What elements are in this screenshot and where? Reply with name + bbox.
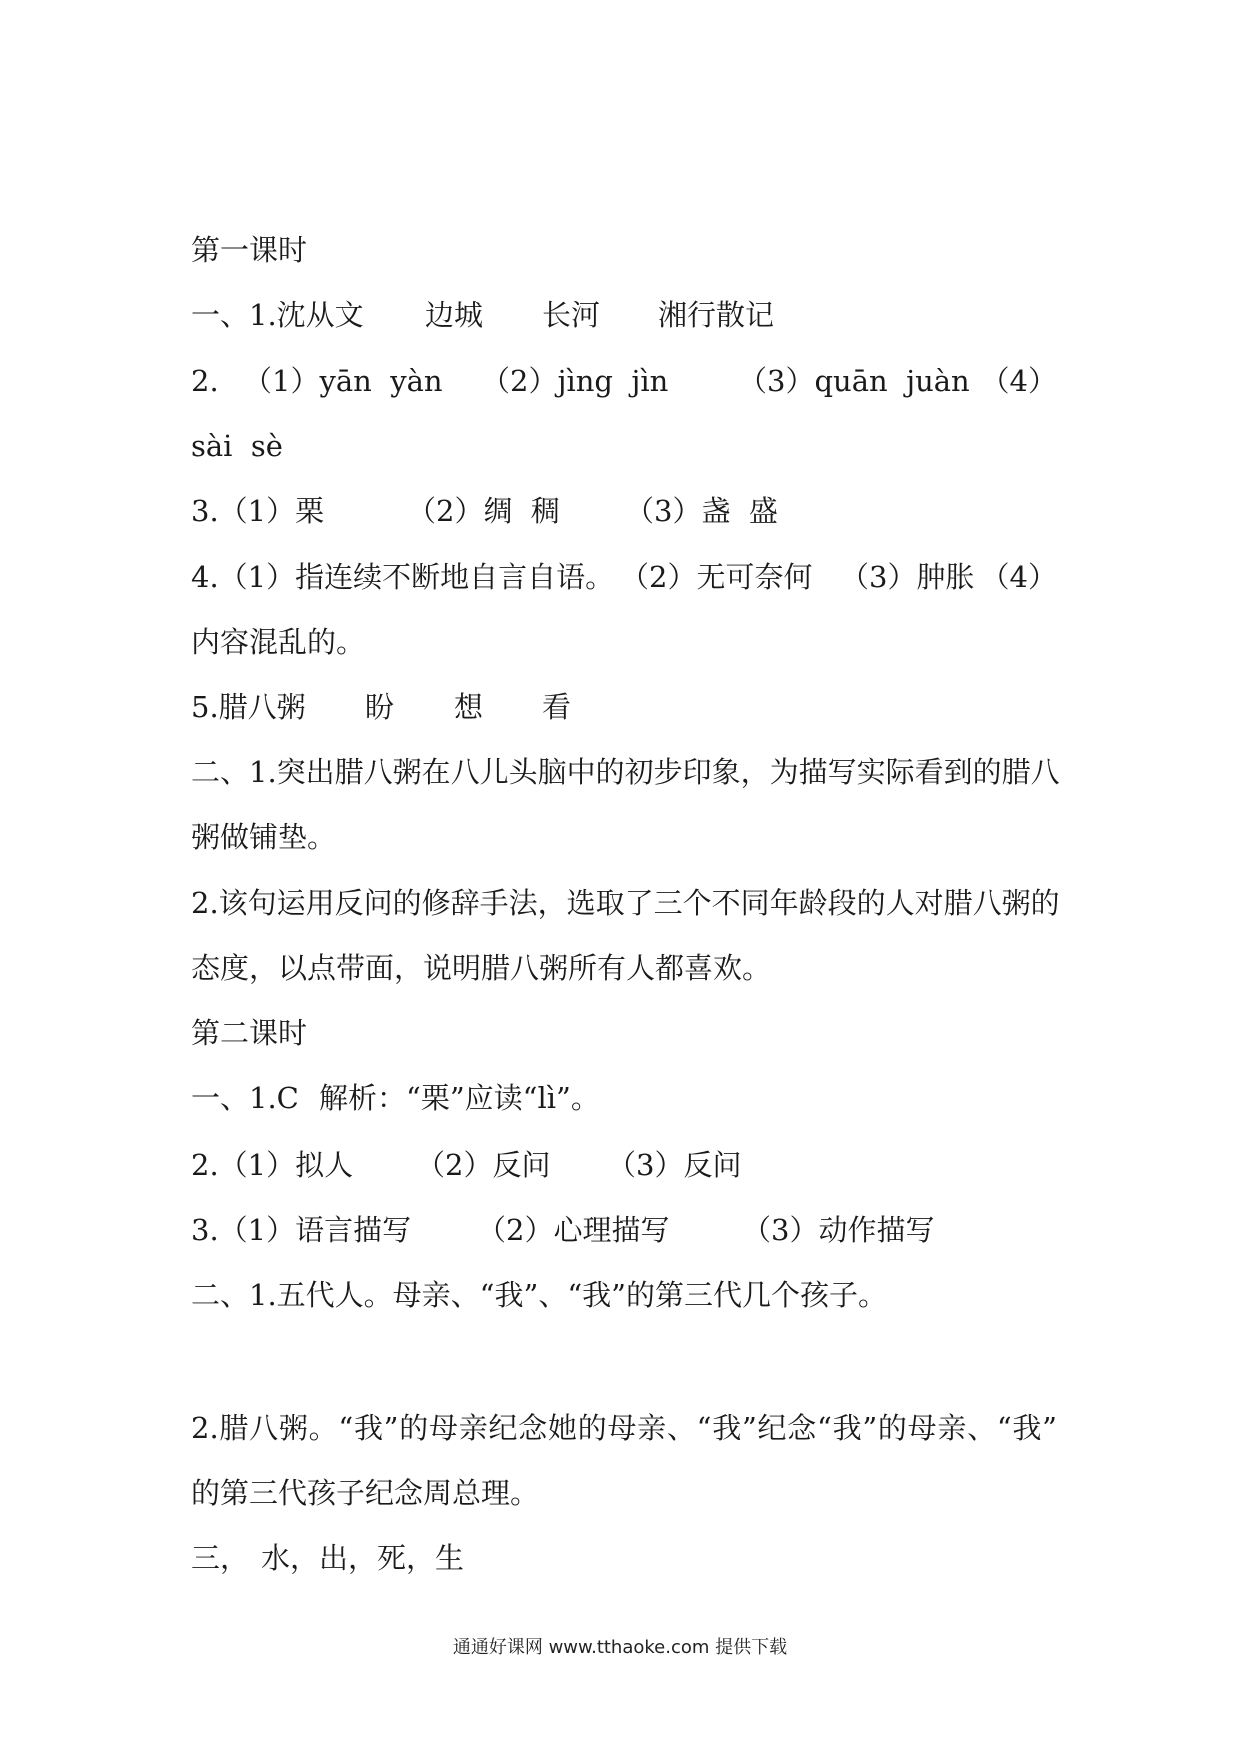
answer-segment: （2）反问 xyxy=(416,1148,551,1182)
answer-segment: 2. xyxy=(191,364,219,398)
answer-segment: 3.（1）语言描写 xyxy=(191,1213,412,1247)
answer-segment: 湘行散记 xyxy=(658,298,775,332)
answer-segment: （3）肿胀 xyxy=(840,560,975,594)
answer-segment: 水，出，死，生 xyxy=(261,1541,465,1575)
answer-segment: （3）quān juàn xyxy=(738,364,970,398)
answer-line xyxy=(0,426,1240,466)
answer-segment: 3.（1）栗 xyxy=(191,494,325,528)
answer-segment: （2）心理描写 xyxy=(477,1213,670,1247)
answer-text: 2.腊八粥。“我”的母亲纪念她的母亲、“我”纪念“我”的母亲、“我” xyxy=(191,1411,1057,1445)
answer-segment: 盼 xyxy=(365,690,395,724)
page-footer: 通通好课网 www.tthaoke.com 提供下载 xyxy=(452,1637,788,1658)
answer-line xyxy=(0,557,1240,597)
answer-segment: 看 xyxy=(542,690,572,724)
answer-segment: 4.（1）指连续不断地自言自语。 xyxy=(191,560,615,594)
answer-text: 二、1.五代人。母亲、“我”、“我”的第三代几个孩子。 xyxy=(191,1278,887,1312)
answer-line xyxy=(0,687,1240,727)
answer-text: 态度，以点带面，说明腊八粥所有人都喜欢。 xyxy=(191,951,772,985)
answer-segment: （4） xyxy=(980,560,1057,594)
answer-line xyxy=(0,1538,1240,1578)
answer-line xyxy=(0,817,1240,857)
answer-segment: 内容混乱的。 xyxy=(191,625,366,659)
answer-line xyxy=(0,491,1240,531)
answer-text: 粥做铺垫。 xyxy=(191,820,337,854)
answer-segment: 想 xyxy=(454,690,484,724)
answer-line xyxy=(0,1210,1240,1250)
answer-text: 的第三代孩子纪念周总理。 xyxy=(191,1476,540,1510)
answer-line xyxy=(0,883,1240,923)
lesson-heading-1 xyxy=(0,230,1240,270)
answer-segment: （2）无可奈何 xyxy=(620,560,813,594)
answer-line xyxy=(0,1275,1240,1315)
answer-line xyxy=(0,1408,1240,1448)
answer-segment: 一、1.沈从文 xyxy=(191,298,364,332)
answer-line xyxy=(0,295,1240,335)
answer-segment: 长河 xyxy=(542,298,601,332)
answer-segment: （3）动作描写 xyxy=(742,1213,935,1247)
answer-segment: 三， xyxy=(191,1541,250,1575)
answer-segment: （3）反问 xyxy=(607,1148,742,1182)
answer-text: 2.该句运用反问的修辞手法，选取了三个不同年龄段的人对腊八粥的 xyxy=(191,886,1060,920)
answer-segment: 一、1.C xyxy=(191,1081,299,1115)
answer-line xyxy=(0,1145,1240,1185)
answer-line xyxy=(0,948,1240,988)
answer-line xyxy=(0,361,1240,401)
answer-line xyxy=(0,622,1240,662)
lesson-title: 第一课时 xyxy=(191,233,308,267)
answer-segment: （4） xyxy=(980,364,1057,398)
answer-segment: sài sè xyxy=(191,429,283,463)
answer-segment: （1）yān yàn xyxy=(243,364,443,398)
lesson-title: 第二课时 xyxy=(191,1016,308,1050)
answer-segment: 解析：“栗”应读“lì”。 xyxy=(319,1081,600,1115)
answer-segment: （3）盏 盛 xyxy=(625,494,778,528)
lesson-heading-2 xyxy=(0,1013,1240,1053)
answer-segment: 5.腊八粥 xyxy=(191,690,306,724)
answer-segment: 边城 xyxy=(425,298,484,332)
answer-segment: （2）绸 稠 xyxy=(407,494,560,528)
answer-line xyxy=(0,1473,1240,1513)
answer-text: 二、1.突出腊八粥在八儿头脑中的初步印象，为描写实际看到的腊八 xyxy=(191,755,1060,789)
answer-line xyxy=(0,1078,1240,1118)
answer-line xyxy=(0,752,1240,792)
answer-segment: （2）jìng jìn xyxy=(481,364,669,398)
answer-segment: 2.（1）拟人 xyxy=(191,1148,354,1182)
